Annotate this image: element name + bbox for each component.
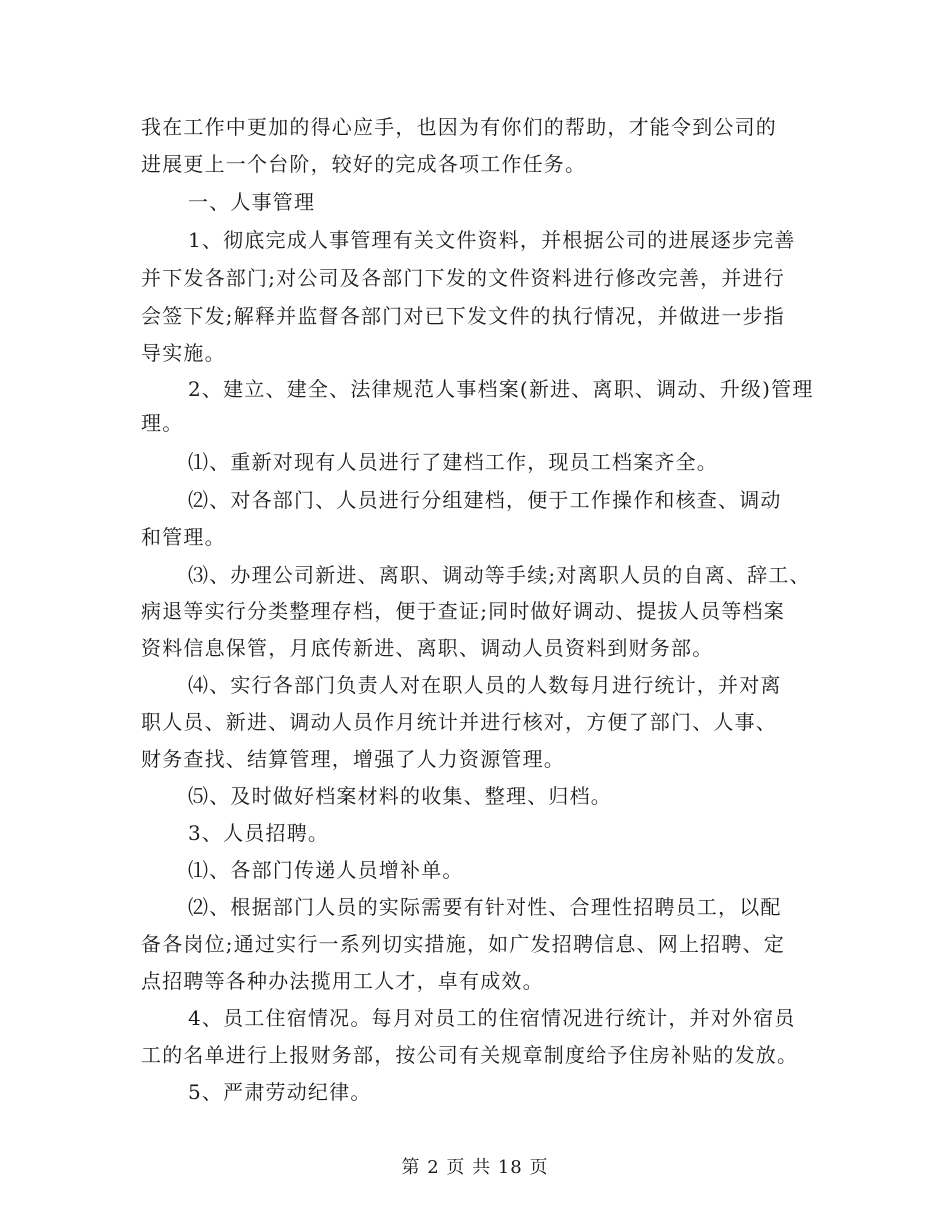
section-heading: 3、人员招聘。 bbox=[188, 821, 330, 845]
text-line: ⑵、对各部门、人员进行分组建档，便于工作操作和核查、调动 bbox=[188, 488, 782, 512]
text-line: 理。 bbox=[141, 411, 184, 435]
text-line: 并下发各部门;对公司及各部门下发的文件资料进行修改完善，并进行 bbox=[141, 266, 785, 290]
text-line: ⑷、实行各部门负责人对在职人员的人数每月进行统计，并对离 bbox=[188, 673, 782, 697]
section-heading: 5、严肃劳动纪律。 bbox=[188, 1080, 372, 1104]
text-line: 2、建立、建全、法律规范人事档案(新进、离职、调动、升级)管理 bbox=[188, 377, 814, 401]
text-line: 财务查找、结算管理，增强了人力资源管理。 bbox=[141, 747, 565, 771]
text-line: 备各岗位;通过实行一系列切实措施，如广发招聘信息、网上招聘、定 bbox=[141, 932, 785, 956]
text-line: ⑴、各部门传递人员增补单。 bbox=[188, 858, 464, 882]
text-line: 和管理。 bbox=[141, 525, 226, 549]
text-line: ⑶、办理公司新进、离职、调动等手续;对离职人员的自离、辞工、 bbox=[188, 563, 811, 587]
text-line: ⑵、根据部门人员的实际需要有针对性、合理性招聘员工，以配 bbox=[188, 895, 782, 919]
text-line: 会签下发;解释并监督各部门对已下发文件的执行情况，并做进一步指 bbox=[141, 304, 785, 328]
text-line: 工的名单进行上报财务部，按公司有关规章制度给予住房补贴的发放。 bbox=[141, 1043, 799, 1067]
text-line: 4、员工住宿情况。每月对员工的住宿情况进行统计，并对外宿员 bbox=[188, 1006, 796, 1030]
text-line: ⑸、及时做好档案材料的收集、整理、归档。 bbox=[188, 784, 612, 808]
text-line: 病退等实行分类整理存档，便于查证;同时做好调动、提拔人员等档案 bbox=[141, 599, 785, 623]
page-number-footer: 第 2 页 共 18 页 bbox=[401, 1157, 549, 1178]
text-line: 导实施。 bbox=[141, 341, 226, 365]
text-line: 点招聘等各种办法揽用工人才，卓有成效。 bbox=[141, 969, 544, 993]
text-line: 进展更上一个台阶，较好的完成各项工作任务。 bbox=[141, 152, 587, 176]
text-line: 我在工作中更加的得心应手，也因为有你们的帮助，才能令到公司的 bbox=[141, 115, 777, 139]
text-line: 职人员、新进、调动人员作月统计并进行核对，方便了部门、人事、 bbox=[141, 710, 777, 734]
text-line: ⑴、重新对现有人员进行了建档工作，现员工档案齐全。 bbox=[188, 450, 718, 474]
text-line: 1、彻底完成人事管理有关文件资料，并根据公司的进展逐步完善 bbox=[188, 228, 796, 252]
text-line: 资料信息保管，月底传新进、离职、调动人员资料到财务部。 bbox=[141, 636, 714, 660]
section-heading: 一、人事管理 bbox=[188, 190, 316, 214]
